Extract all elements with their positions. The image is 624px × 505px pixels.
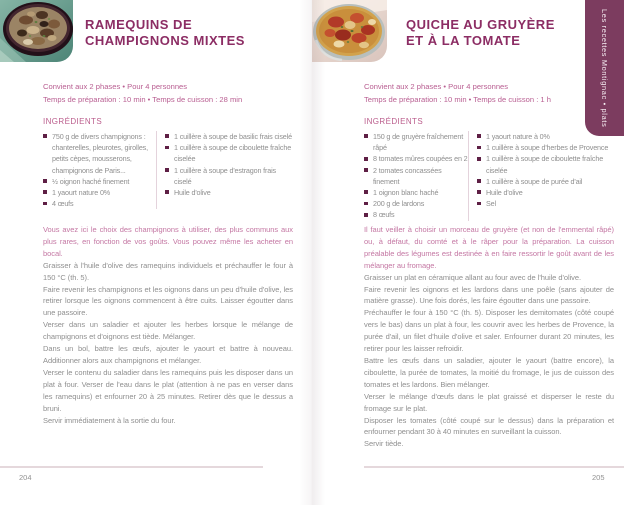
ingredient-text: ½ oignon haché finement [52,176,130,186]
instruction-paragraph: Dans un bol, battre les œufs, ajouter le yaourt et battre à nouveau. Additionner alors aux champignons et mélanger. [43,344,293,365]
ingredient-item [165,165,293,187]
ingredient-item [43,187,156,198]
ingredient-item [43,176,156,187]
instruction-paragraph: Verser dans un saladier et ajouter les herbes lorsque le mélange de champignons et d'oignons est tiède. Mélanger. [43,320,293,342]
recipe-meta-phases-servings: Convient aux 2 phases • Pour 4 personnes [43,82,188,91]
recipe-meta-phases-servings: Convient aux 2 phases • Pour 4 personnes [364,82,509,91]
ingredients-column-2 [157,131,293,209]
square-bullet-icon [477,157,481,161]
recipe-body [43,224,293,426]
ingredient-text: 8 œufs [373,210,395,220]
ingredient-item [364,153,468,164]
instruction-paragraph: Graisser à l'huile d'olive des ramequins individuels et préchauffer le four à 150 °C (th. 5). [43,260,293,282]
ingredients-section [43,131,293,209]
square-bullet-icon [477,134,481,138]
instruction-paragraph: Préchauffer le four à 150 °C (th. 5). Disposer les demitomates (côté coupé vers le bas) dans un plat à four, les couvrir avec les herbes de Provence, la purée d'ail, un filet d'huile d'olive et saler. Enfourner durant 20 minutes, les retirer pour les laisser refroidir. [364,308,614,354]
recipe-meta [43,80,242,106]
tomato-quiche-photo [312,0,387,62]
recipe-meta-times: Temps de préparation : 10 min • Temps de cuisson : 1 h [364,95,551,104]
ingredient-item [477,176,614,187]
square-bullet-icon [165,168,169,172]
ingredient-item [165,187,293,198]
recipe-title [85,17,245,49]
ingredient-text: Huile d'olive [174,188,211,198]
quiche-photo-illustration [312,0,387,62]
square-bullet-icon [364,202,368,206]
recipe-title-line1: RAMEQUINS DE [85,17,193,32]
square-bullet-icon [364,168,368,172]
recipe-page-right [312,0,624,505]
recipe-steps [364,272,614,451]
section-tab-label: Les recettes Montignac • plats [600,8,609,128]
square-bullet-icon [165,134,169,138]
ingredient-text: 150 g de gruyère fraîchement râpé [373,132,464,153]
square-bullet-icon [477,202,481,206]
instruction-paragraph: Servir immédiatement à la sortie du four. [43,415,176,425]
instruction-paragraph: Faire revenir les champignons et les oignons dans un peu d'huile d'olive, les retirer lorsque les oignons commencent à être cuits. Laisser égoutter dans une passoire. [43,284,293,318]
ingredient-text: 750 g de divers champignons : chanterelles, pleurotes, girolles, petits cèpes, mousserons, champignons de Paris... [52,132,148,175]
instruction-paragraph: Faire revenir les oignons et les lardons dans une poêle (sans ajouter de matière grasse). Une fois dorés, les faire égoutter dans une passoire. [364,284,614,306]
ingredient-text: Sel [486,199,496,209]
square-bullet-icon [477,190,481,194]
recipe-steps [43,260,293,427]
square-bullet-icon [43,190,47,194]
recipe-title [406,17,555,49]
ingredients-column-2 [469,131,614,221]
recipe-meta [364,80,551,106]
ingredient-item [43,131,156,176]
ingredient-text: 1 cuillère à soupe d'herbes de Provence [486,143,609,153]
ingredient-text: 1 oignon blanc haché [373,188,439,198]
recipe-meta-times: Temps de préparation : 10 min • Temps de cuisson : 28 min [43,95,243,104]
ingredient-text: Huile d'olive [486,188,523,198]
instruction-paragraph: Battre les œufs dans un saladier, ajouter le yaourt (battre encore), la ciboulette, la purée de tomates, la moitié du fromage, le jus de cuisson des tomates et les lardons. Bien mélanger. [364,355,614,389]
square-bullet-icon [165,146,169,150]
ingredient-text: 200 g de lardons [373,199,425,209]
instruction-paragraph: Servir tiède. [364,439,404,449]
ingredient-item [364,209,468,220]
ingredient-text: 1 cuillère à soupe d'estragon frais ciselé [174,165,277,186]
ingredient-item [364,131,468,153]
ingredient-item [165,131,293,142]
ingredient-item [477,198,614,209]
ingredient-item [477,142,614,153]
instruction-paragraph: Disposer les tomates (côté coupé sur le dessus) dans la préparation et enfourner pendant 30 à 40 minutes en surveillant la cuisson. [364,415,614,437]
page-number-left: 204 [19,473,32,482]
ingredient-item [43,198,156,209]
footer-rule [0,466,263,468]
ingredients-section [364,131,614,221]
ingredient-text: 1 cuillère à soupe de ciboulette fraîche ciselée [174,143,292,164]
instruction-paragraph: Graisser un plat en céramique allant au four avec de l'huile d'olive. [364,272,582,282]
square-bullet-icon [364,157,368,161]
ingredient-text: 1 yaourt nature à 0% [486,132,550,141]
ingredient-text: 1 cuillère à soupe de purée d'ail [486,176,583,186]
ingredient-item [477,187,614,198]
section-tab-plats [585,0,624,136]
ingredient-item [477,153,614,175]
square-bullet-icon [477,179,481,183]
square-bullet-icon [364,190,368,194]
ingredient-text: 8 tomates mûres coupées en 2 [373,154,468,164]
ingredient-text: 1 yaourt nature 0% [52,188,111,198]
square-bullet-icon [364,134,368,138]
ingredient-item [165,142,293,164]
square-bullet-icon [477,146,481,150]
mushroom-photo-illustration [0,0,73,62]
recipe-title-line2: CHAMPIGNONS MIXTES [85,33,245,48]
ingredients-column-1 [364,131,468,221]
square-bullet-icon [43,134,47,138]
recipe-title-line1: QUICHE AU GRUYÈRE [406,17,555,32]
square-bullet-icon [364,213,368,217]
ingredient-item [364,198,468,209]
footer-rule [364,466,624,468]
ingredients-column-1 [43,131,156,209]
mushroom-ramekins-photo [0,0,73,62]
square-bullet-icon [43,202,47,206]
square-bullet-icon [165,190,169,194]
instruction-paragraph: Verser le contenu du saladier dans les ramequins puis les disposer dans un plat à four. Verser de l'eau dans le plat (attention à ne pas en verser dans les ramequins) et enfourner 20 à 25 minutes. Retirer dès que le dessus a bruni. [43,367,293,413]
recipe-body [364,224,614,450]
ingredient-text: 2 tomates concassées finement [373,165,442,186]
ingredients-heading: INGRÉDIENTS [364,117,424,126]
ingredients-heading: INGRÉDIENTS [43,117,103,126]
ingredient-text: 1 cuillère à soupe de basilic frais ciselé [174,132,292,141]
ingredient-text: 4 œufs [52,199,74,209]
instruction-paragraph: Verser le mélange d'œufs dans le plat graissé et disperser le reste du fromage sur le plat. [364,391,614,413]
square-bullet-icon [43,179,47,183]
recipe-intro-paragraph: Vous avez ici le choix des champignons à utiliser, des plus communs aux plus rares, en fonction de vos goûts. Vous pouvez même les acheter en bocal. [43,225,293,258]
ingredient-item [364,165,468,187]
recipe-intro-paragraph: Il faut veiller à choisir un morceau de gruyère (et non de l'emmental râpé) ou, à défaut, du comté et à le râper pour la préparation. La cuisson préalable des légumes est destinée à en faire ressortir le goût avant de les mélanger au fromage. [364,225,614,270]
page-number-right: 205 [592,473,605,482]
recipe-title-line2: ET À LA TOMATE [406,33,521,48]
ingredient-text: 1 cuillère à soupe de ciboulette fraîche ciselée [486,154,604,175]
ingredient-item [364,187,468,198]
